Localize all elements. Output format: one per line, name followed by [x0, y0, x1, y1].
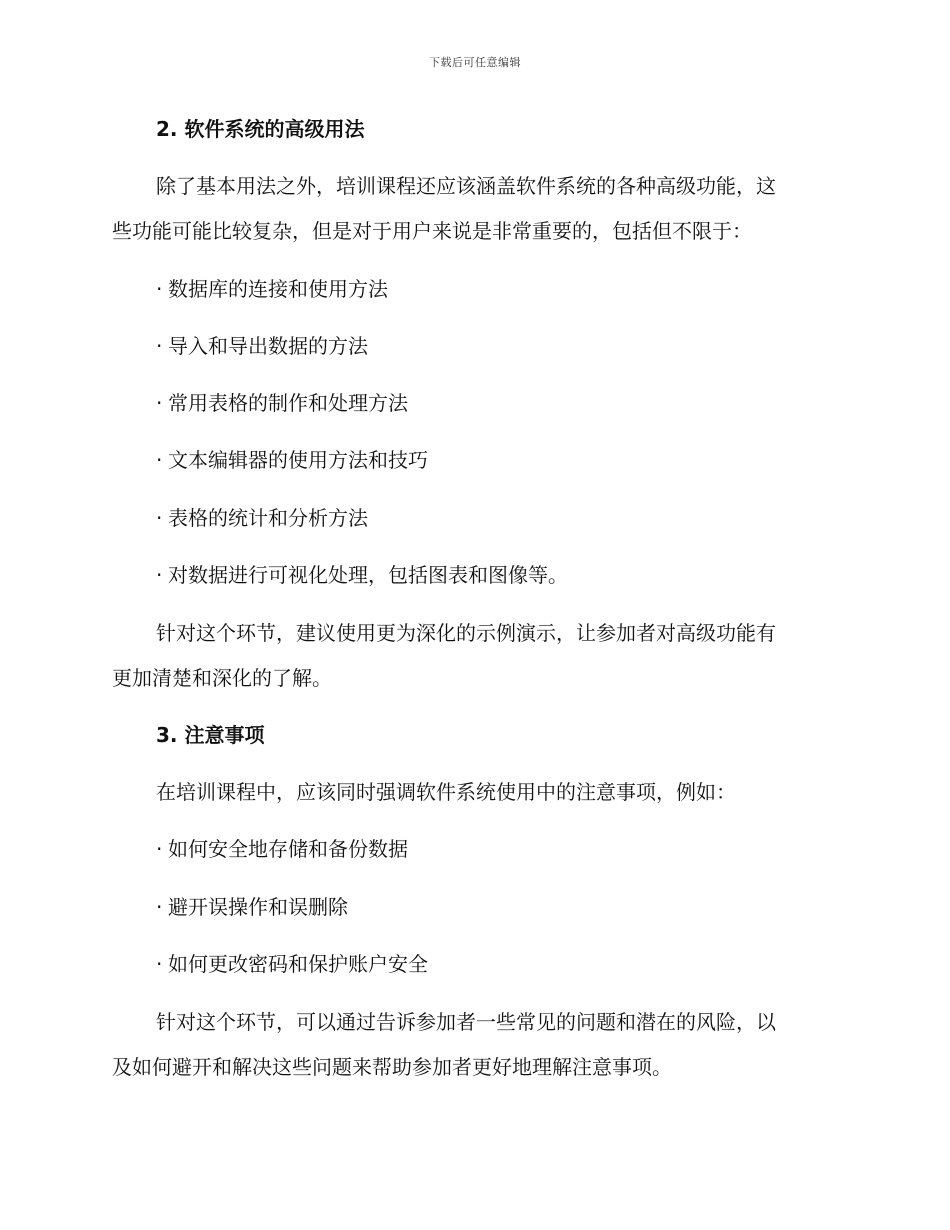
bullet-marker: ·: [156, 277, 163, 301]
bullet-marker: ·: [156, 563, 163, 587]
bullet-item: [156, 951, 428, 977]
bullet-text: 常用表格的制作和处理方法: [168, 391, 408, 415]
bullet-marker: ·: [156, 448, 163, 472]
bullet-text: 文本编辑器的使用方法和技巧: [168, 448, 428, 472]
bullet-item: [156, 447, 428, 473]
bullet-text: 导入和导出数据的方法: [168, 334, 368, 358]
paragraph-line: 及如何避开和解决这些问题来帮助参加者更好地理解注意事项。: [112, 1055, 672, 1079]
bullet-marker: ·: [156, 334, 163, 358]
bullet-text: 避开误操作和误删除: [168, 895, 348, 919]
bullet-text: 对数据进行可视化处理，包括图表和图像等。: [168, 563, 568, 587]
bullet-item: [156, 333, 368, 359]
paragraph-line: 针对这个环节，可以通过告诉参加者一些常见的问题和潜在的风险，以: [156, 1010, 776, 1034]
bullet-marker: ·: [156, 952, 163, 976]
bullet-marker: ·: [156, 837, 163, 861]
bullet-text: 如何安全地存储和备份数据: [168, 837, 408, 861]
section-heading-2: 2. 软件系统的高级用法: [156, 117, 365, 141]
paragraph-line: 在培训课程中，应该同时强调软件系统使用中的注意事项，例如：: [156, 780, 736, 804]
page-header: 下载后可任意编辑: [429, 56, 521, 69]
paragraph-line: 些功能可能比较复杂，但是对于用户来说是非常重要的，包括但不限于：: [112, 219, 752, 243]
paragraph-line: 针对这个环节，建议使用更为深化的示例演示，让参加者对高级功能有: [156, 621, 776, 645]
bullet-marker: ·: [156, 506, 163, 530]
bullet-marker: ·: [156, 895, 163, 919]
paragraph-line: 除了基本用法之外，培训课程还应该涵盖软件系统的各种高级功能，这: [156, 174, 776, 198]
section-heading-3: 3. 注意事项: [156, 723, 265, 747]
paragraph-line: 更加清楚和深化的了解。: [112, 666, 332, 690]
bullet-item: [156, 390, 408, 416]
bullet-marker: ·: [156, 391, 163, 415]
bullet-item: [156, 505, 368, 531]
bullet-text: 如何更改密码和保护账户安全: [168, 952, 428, 976]
bullet-item: [156, 894, 348, 920]
bullet-item: [156, 836, 408, 862]
bullet-text: 表格的统计和分析方法: [168, 506, 368, 530]
bullet-text: 数据库的连接和使用方法: [168, 277, 388, 301]
bullet-item: [156, 562, 568, 588]
bullet-item: [156, 276, 388, 302]
